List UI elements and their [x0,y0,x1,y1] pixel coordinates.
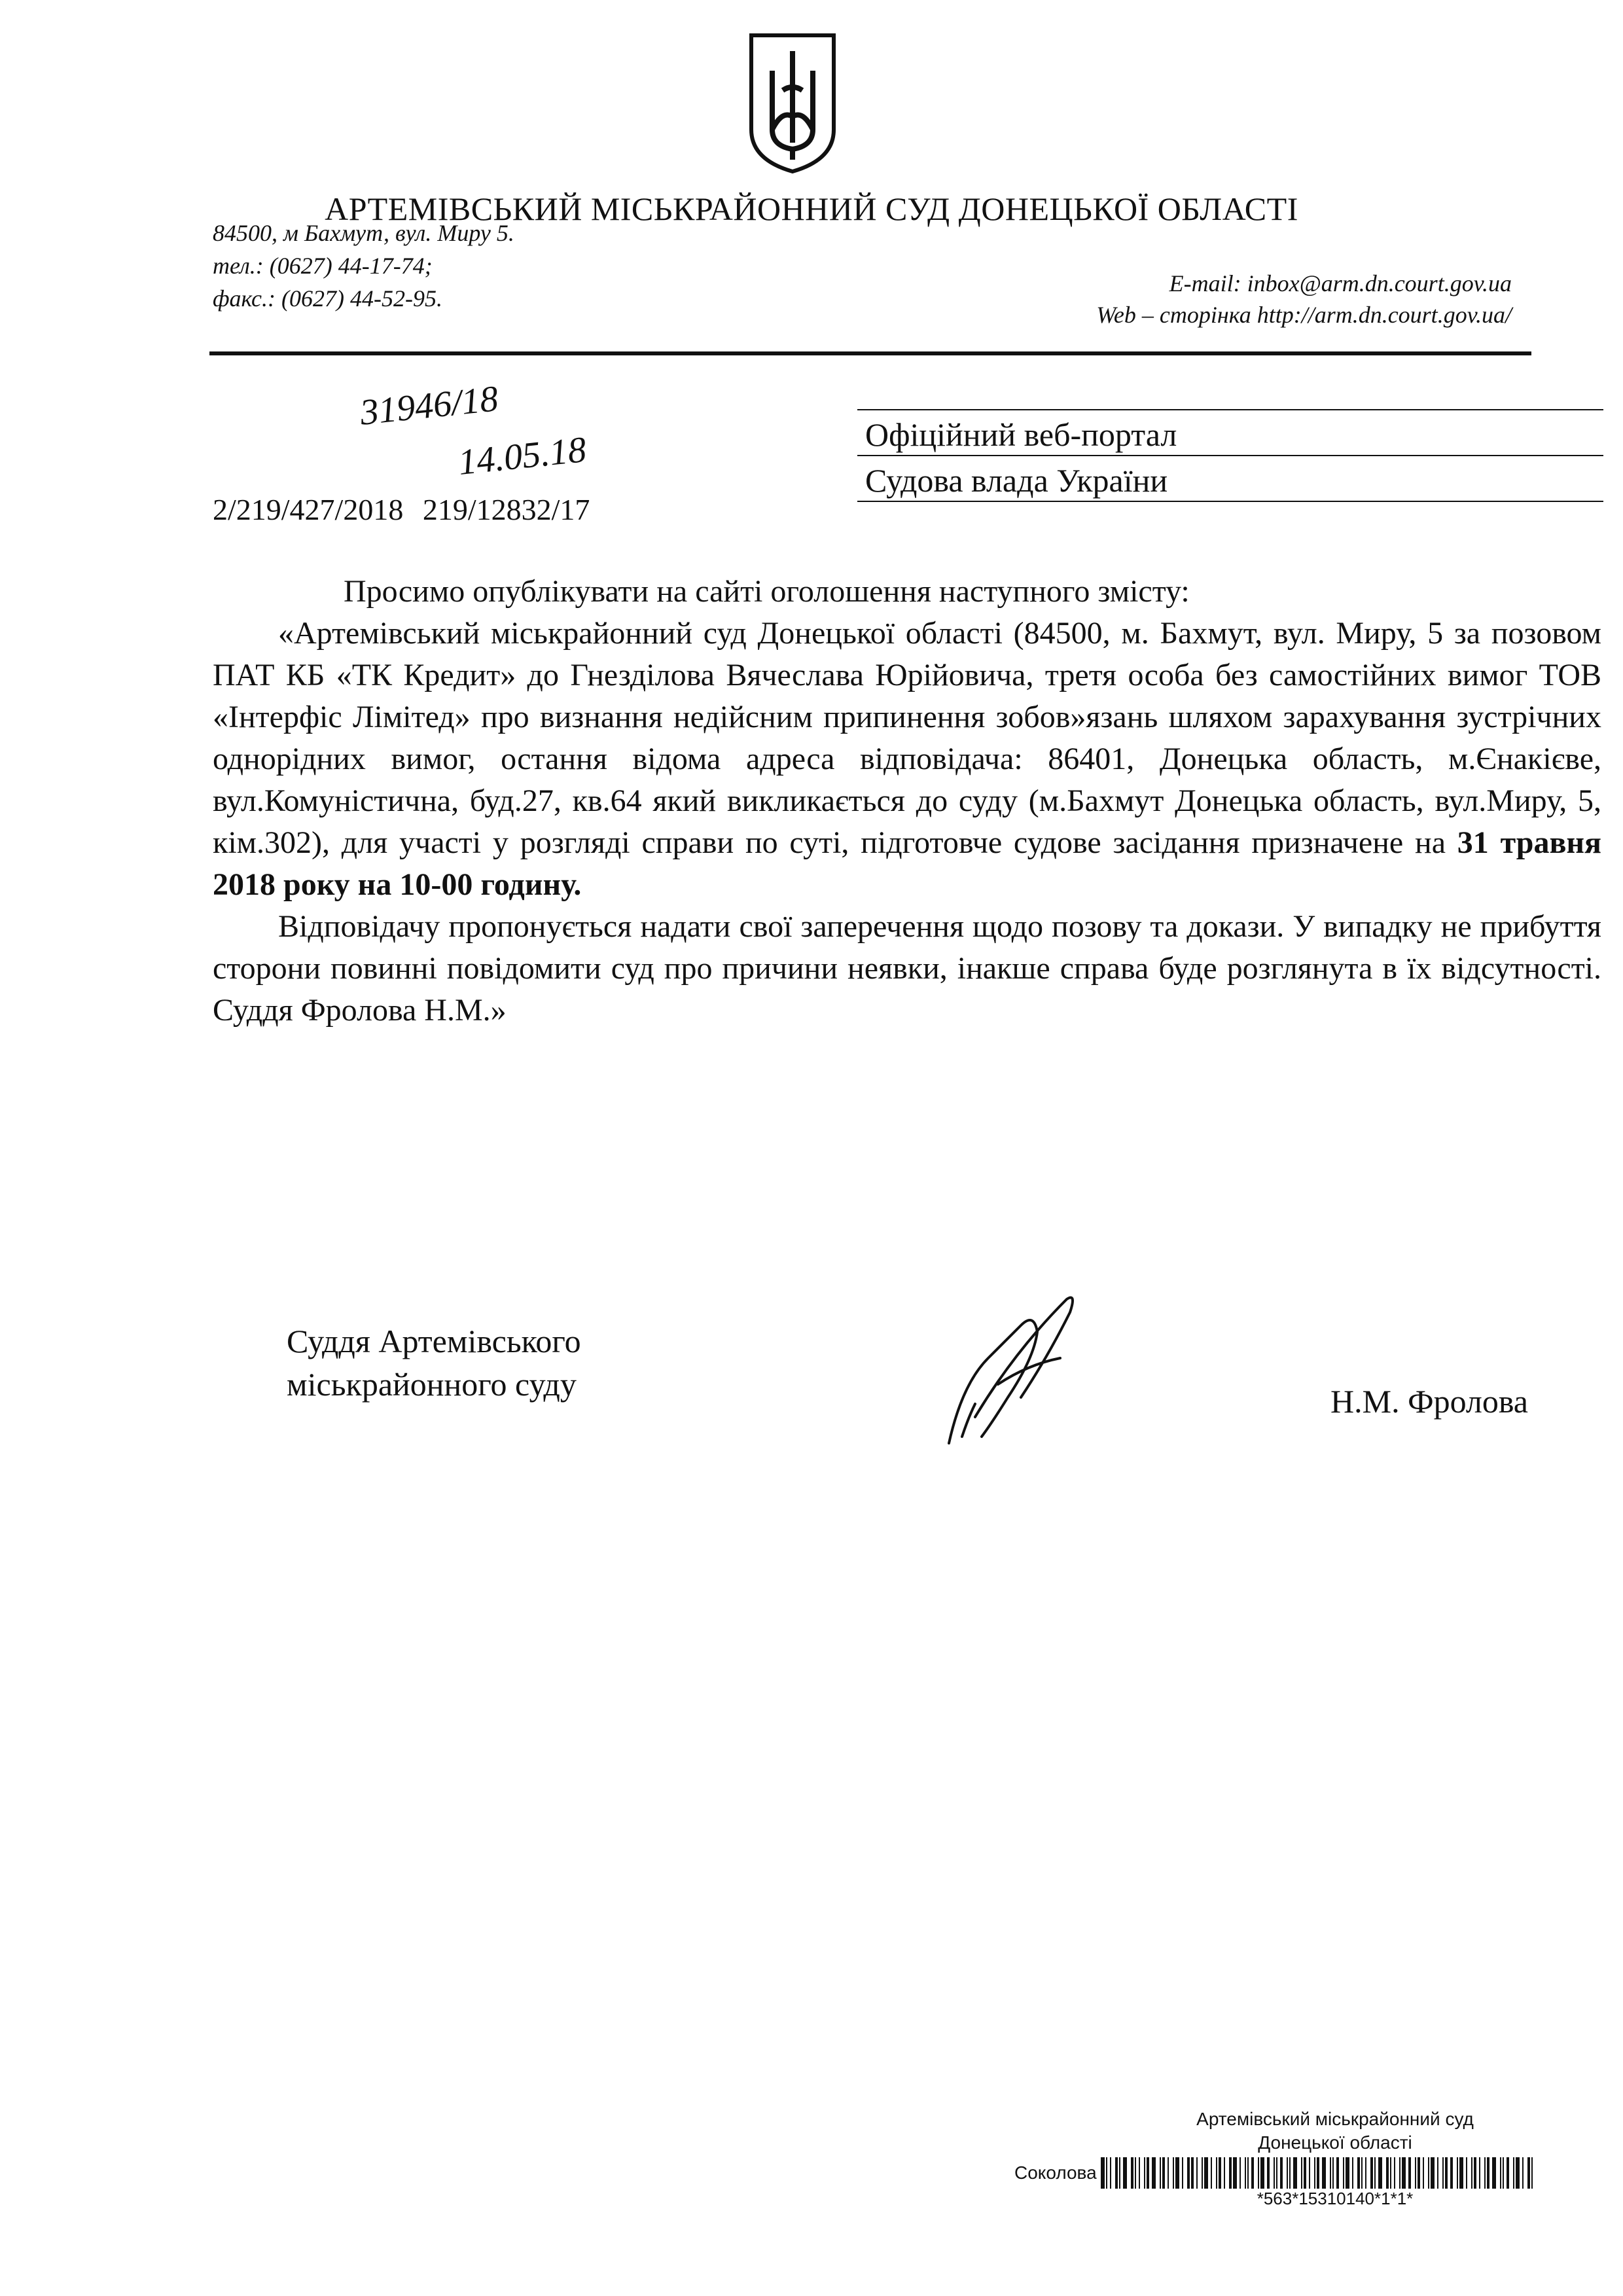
addressee-line-1: Офіційний веб-портал [857,410,1603,456]
handwritten-signature-icon [936,1286,1093,1456]
hearing-date: 31 травня 2018 року на 10-00 годину. [213,825,1601,902]
clerk-name: Соколова [1014,2162,1097,2183]
court-name: АРТЕМІВСЬКИЙ МІСЬКРАЙОННИЙ СУД ДОНЕЦЬКОЇ ОБЛАСТІ [325,190,1298,227]
stamp-court-line-1: Артемівський міськрайонний суд [1196,2109,1474,2129]
addressee-line-2: Судова влада України [857,456,1603,502]
header-divider [209,351,1531,355]
court-fax: факс.: (0627) 44-52-95. [213,285,442,312]
signer-title [287,1319,581,1406]
addressee-block [857,409,1603,502]
signer-title-line-1: Суддя Артемівського [287,1323,581,1359]
barcode-row [1014,2157,1577,2189]
barcode-icon [1101,2157,1535,2189]
court-phone: тел.: (0627) 44-17-74; [213,253,433,279]
announcement-paragraph [213,613,1601,906]
closing-paragraph: Відповідачу пропонується надати свої заперечення щодо позову та докази. У випадку не прибуття сторони повинні повідомити суд про причини неявки, інакше справа буде розглянута в їх відсутності. Суддя Фролова Н.М.» [213,909,1601,1028]
court-address: 84500, м Бахмут, вул. Миру 5. [213,220,514,246]
court-website[interactable]: Web – сторінка http://arm.dn.court.gov.ua/ [1096,302,1512,328]
court-stamp [1014,2108,1577,2209]
barcode-code: *563*15310140*1*1* [1257,2189,1414,2208]
handwritten-registration-number: 31946/18 [358,378,501,433]
announcement-text: «Артемівський міськрайонний суд Донецької області (84500, м. Бахмут, вул. Миру, 5 за позовом ПАТ КБ «ТК Кредит» до Гнезділова Вячеслава Юрійовича, третя особа без самостійних вимог ТОВ «Інтерфіс Лімітед» про визнання недійсним припинення зобов»язань шляхом зарахування зустрічних однорідних вимог, остання відома адреса відповідача: 86401, Донецька область, м.Єнакієве, вул.Комуністична, буд.27, кв.64 який викликається до суду (м.Бахмут Донецька область, вул.Миру, 5, кім.302), для участі у розгляді справи по суті, підготовче судове засідання призначене на [213,616,1601,860]
letter-body [213,571,1601,1031]
court-email[interactable]: E-mail: inbox@arm.dn.court.gov.ua [1169,270,1512,296]
stamp-court-line-2: Донецької області [1258,2132,1412,2153]
signer-title-line-2: міськрайонного суду [287,1366,577,1403]
coat-of-arms-icon [746,31,839,175]
handwritten-date: 14.05.18 [456,429,588,484]
case-numbers: 2/219/427/2018 219/12832/17 [213,493,590,526]
signer-name: Н.М. Фролова [1330,1383,1529,1420]
stamp-court-name [1014,2108,1577,2155]
intro-paragraph: Просимо опублікувати на сайті оголошення наступного змісту: [344,574,1190,609]
